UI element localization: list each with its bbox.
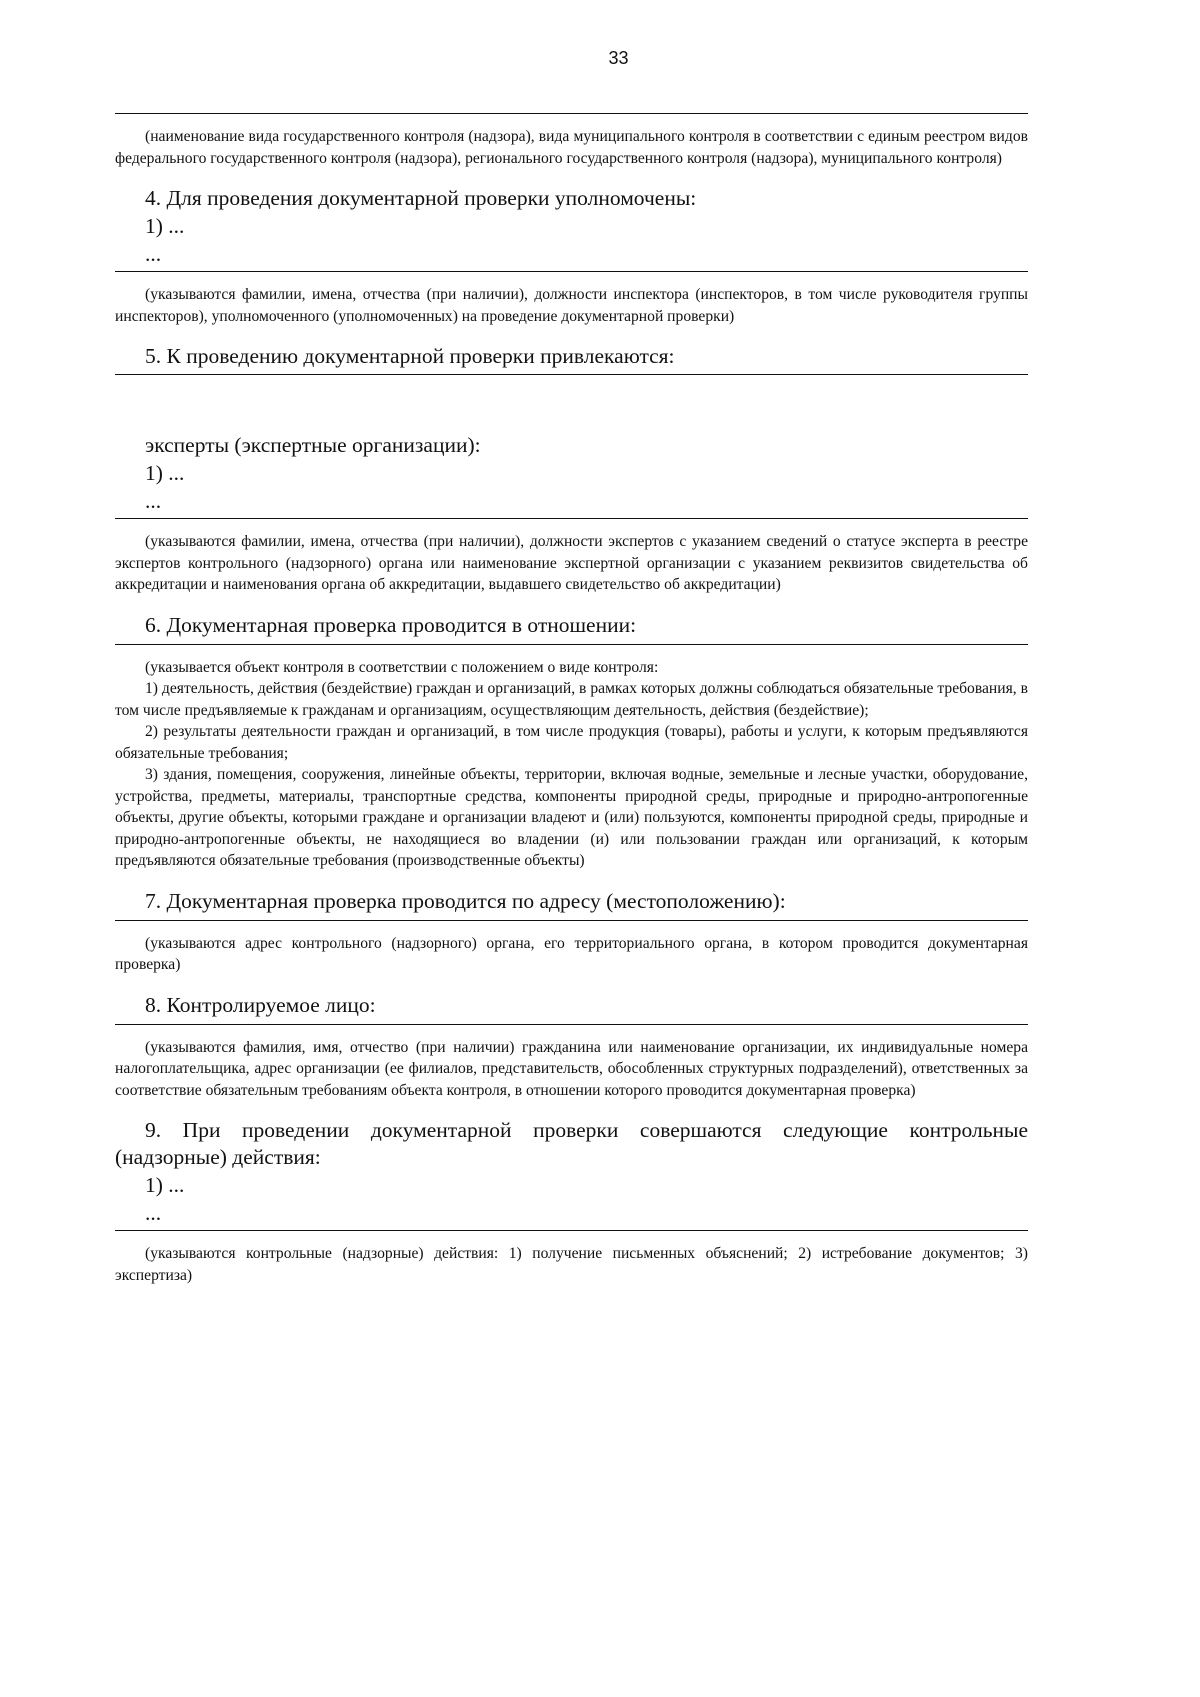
- document-body: [115, 113, 1028, 1286]
- sec9-note: (указываются контрольные (надзорные) действия: 1) получение письменных объяснений; 2) истребование документов; 3) экспертиза): [115, 1245, 1028, 1284]
- sec7-note: (указываются адрес контрольного (надзорного) органа, его территориального органа, в котором проводится документарная проверка): [115, 934, 1028, 973]
- sec8-note: (указываются фамилия, имя, отчество (при наличии) гражданина или наименование организации, их индивидуальные номера налогоплательщика, адрес организации (ее филиалов, представительств, обособленных структурных подразделений), ответственных за соответствие обязательным требованиям объекта контроля, в отношении которого проводится документарная проверка): [115, 1038, 1028, 1099]
- sec5-note: (указываются фамилии, имена, отчества (при наличии), должности экспертов с указанием сведений о статусе эксперта в реестре экспертов контрольного (надзорного) органа или наименование экспертной организации с указанием реквизитов свидетельства об аккредитации и наименования органа об аккредитации, выдавшего свидетельство об аккредитации): [115, 533, 1028, 593]
- sec4-item-1: 1) ...: [145, 214, 185, 238]
- sec6-note-item-3: 3) здания, помещения, сооружения, линейные объекты, территории, включая водные, земельные и лесные участки, оборудование, устройства, предметы, материалы, транспортные средства, компоненты природной среды, природные и природно-антропогенные объекты, другие объекты, которыми граждане и организации владеют и (или) пользуются, компоненты природной среды, природные и природно-антропогенные объекты, не находящиеся во владении (и) или пользовании граждан или организаций, к которым предъявляются обязательные требования (производственные объекты): [115, 766, 1028, 869]
- sec5-experts-label: эксперты (экспертные организации):: [145, 433, 481, 457]
- sec5-item-1: 1) ...: [145, 461, 185, 485]
- sec6-note-intro: (указывается объект контроля в соответствии с положением о виде контроля:: [145, 658, 659, 676]
- sec9-item-more: ...: [145, 1201, 162, 1225]
- sec4-item-more: ...: [145, 242, 162, 266]
- sec4-note: (указываются фамилии, имена, отчества (при наличии), должности инспектора (инспекторов, в том числе руководителя группы инспекторов), уполномоченного (уполномоченных) на проведение документарной проверки): [115, 286, 1028, 325]
- sec9-heading: 9. При проведении документарной проверки совершаются следующие контрольные (надзорные) действия:: [115, 1118, 1028, 1169]
- sec3-note: (наименование вида государственного контроля (надзора), вида муниципального контроля в соответствии с единым реестром видов федерального государственного контроля (надзора), регионального государственного контроля (надзора), муниципального контроля): [115, 128, 1028, 167]
- sec5-heading: 5. К проведению документарной проверки привлекаются:: [145, 344, 675, 368]
- page-number: 33: [608, 48, 629, 68]
- sec8-heading: 8. Контролируемое лицо:: [145, 992, 376, 1017]
- sec6-note-item-2: 2) результаты деятельности граждан и организаций, в том числе продукция (товары), работы и услуги, к которым предъявляются обязательные требования;: [115, 723, 1028, 762]
- sec4-heading: 4. Для проведения документарной проверки уполномочены:: [145, 186, 697, 210]
- sec7-heading: 7. Документарная проверка проводится по адресу (местоположению):: [145, 888, 786, 913]
- sec9-item-1: 1) ...: [145, 1173, 185, 1197]
- sec6-note-item-1: 1) деятельность, действия (бездействие) граждан и организаций, в рамках которых должны соблюдаться обязательные требования, в том числе предъявляемые к гражданам и организациям, осуществляющим деятельность, действия (бездействие);: [115, 680, 1028, 719]
- sec6-heading: 6. Документарная проверка проводится в отношении:: [145, 612, 637, 637]
- sec5-item-more: ...: [145, 489, 162, 513]
